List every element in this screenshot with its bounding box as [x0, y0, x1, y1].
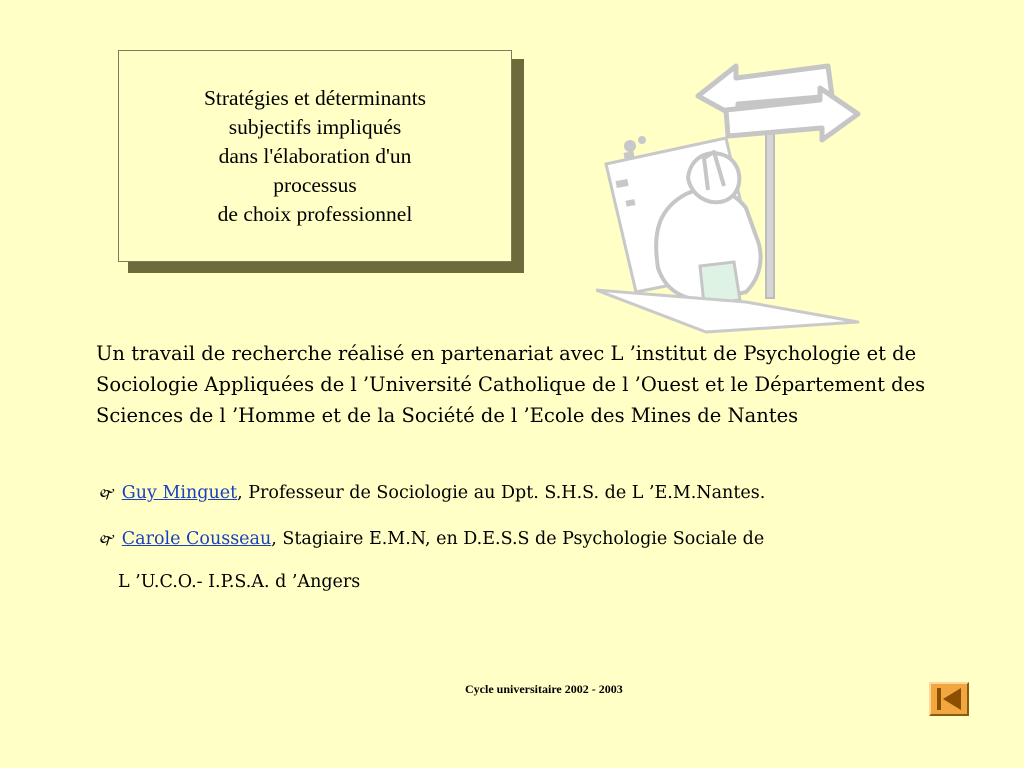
title-line: Stratégies et déterminants: [203, 85, 427, 110]
intro-paragraph: Un travail de recherche réalisé en partenariat avec L ’institut de Psychologie et de Sociologie Appliquées de l ’Université Catholique de l ’Ouest et le Département des Sciences de l ’Homme et de la Société de l ’Ecole des Mines de Nantes: [96, 342, 926, 427]
person-link-carole-cousseau[interactable]: Carole Cousseau: [121, 529, 272, 549]
person-entry: [98, 525, 764, 554]
person-description: , Professeur de Sociologie au Dpt. S.H.S. de L ’E.M.Nantes.: [237, 483, 766, 503]
footer-text: Cycle universitaire 2002 - 2003: [465, 682, 623, 696]
slide-title: [204, 84, 426, 229]
person-link-guy-minguet[interactable]: Guy Minguet: [121, 483, 238, 503]
person-description-continuation: L ’U.C.O.- I.P.S.A. d ’Angers: [118, 572, 361, 592]
person-entry: [98, 479, 765, 508]
title-box: [118, 50, 512, 262]
bullet-icon: 🙰: [98, 486, 116, 502]
signpost-person-icon: [596, 40, 864, 336]
back-to-start-icon: [931, 684, 967, 714]
person-description: , Stagiaire E.M.N, en D.E.S.S de Psychologie Sociale de: [271, 529, 765, 549]
back-button[interactable]: [929, 682, 969, 716]
title-line: processus: [273, 172, 357, 197]
bullet-icon: 🙰: [98, 532, 116, 548]
title-line: de choix professionnel: [217, 201, 413, 226]
title-line: dans l'élaboration d'un: [218, 143, 412, 168]
title-line: subjectifs impliqués: [228, 114, 402, 139]
